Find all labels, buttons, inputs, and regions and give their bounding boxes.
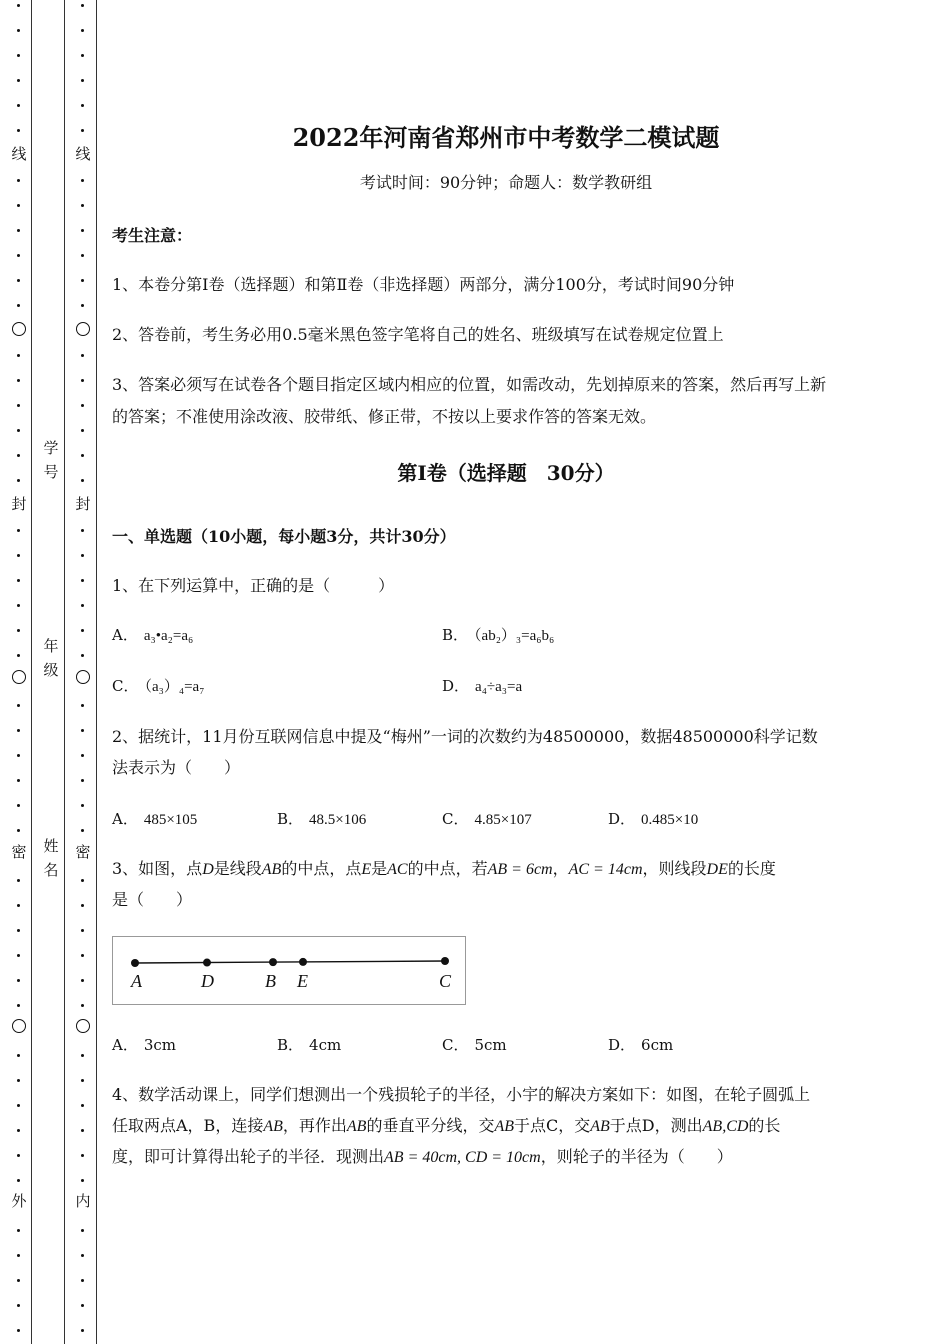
point-a-marker (131, 959, 139, 967)
q3-option-b[interactable]: B． 4cm (277, 1036, 342, 1054)
binding-dot (17, 304, 20, 307)
binding-dot (17, 629, 20, 632)
binding-dot (81, 604, 84, 607)
binding-dot (17, 1279, 20, 1282)
point-e-marker (299, 958, 307, 966)
binding-dot (17, 279, 20, 282)
binding-dot (81, 429, 84, 432)
binding-dot (17, 254, 20, 257)
binding-dot (17, 729, 20, 732)
binding-circle-icon (76, 322, 90, 336)
point-d-label: D (201, 971, 214, 991)
binding-dot (81, 979, 84, 982)
binding-dot (81, 304, 84, 307)
binding-dot (81, 879, 84, 882)
binding-dot (81, 579, 84, 582)
segment-diagram (113, 937, 465, 1004)
binding-dot (81, 1229, 84, 1232)
binding-dot (81, 379, 84, 382)
outer-binding-mark-2: 封 (8, 495, 30, 513)
binding-dot (17, 1254, 20, 1257)
binding-dot (81, 1129, 84, 1132)
binding-dot (17, 879, 20, 882)
binding-dot (81, 1179, 84, 1182)
binding-dot (81, 1254, 84, 1257)
binding-dot (17, 379, 20, 382)
binding-dot (17, 229, 20, 232)
binding-dot (81, 179, 84, 182)
binding-dot (17, 204, 20, 207)
point-c-marker (441, 957, 449, 965)
inner-binding-mark-2: 封 (72, 495, 94, 513)
outer-dotted-column (8, 0, 30, 1344)
notice-item-3: 3、答案必须写在试卷各个题目指定区域内相应的位置，如需改动，先划掉原来的答案，然后再写上新 (112, 375, 827, 394)
binding-dot (81, 404, 84, 407)
binding-dot (81, 1329, 84, 1332)
binding-dot (17, 29, 20, 32)
point-c-label: C (439, 971, 452, 991)
binding-dot (81, 754, 84, 757)
notice-heading: 考生注意： (112, 226, 193, 245)
notice-item-2: 2、答卷前，考生务必用0.5毫米黑色签字笔将自己的姓名、班级填写在试卷规定位置上 (112, 325, 724, 344)
binding-circle-icon (76, 1019, 90, 1033)
exam-info: 考试时间：90分钟；命题人：数学教研组 (359, 173, 653, 192)
binding-dot (81, 1104, 84, 1107)
binding-dot (17, 1079, 20, 1082)
question-2-stem-cont: 法表示为（ ） (112, 758, 241, 777)
binding-dot (17, 754, 20, 757)
binding-circle-icon (12, 670, 26, 684)
binding-dot (81, 229, 84, 232)
line-segment-figure (112, 936, 466, 1005)
binding-dot (17, 1229, 20, 1232)
binding-dot (81, 79, 84, 82)
binding-dot (81, 454, 84, 457)
question-4-stem-line3: 度，即可计算得出轮子的半径．现测出AB = 40cm, CD = 10cm，则轮子的半径为（ ） (112, 1147, 733, 1166)
outer-binding-mark-1: 线 (8, 145, 30, 163)
question-2-stem: 2、据统计，11月份互联网信息中提及“梅州”一词的次数约为48500000，数据48500000科学记数 (112, 727, 818, 746)
binding-line-inner (96, 0, 97, 1344)
grade-field-label: 年级 (43, 637, 59, 679)
binding-dot (81, 829, 84, 832)
inner-binding-mark-1: 线 (72, 145, 94, 163)
binding-margin (0, 0, 100, 1344)
binding-dot (17, 179, 20, 182)
binding-dot (81, 1054, 84, 1057)
q2-option-d[interactable]: D． 0.485×10 (608, 810, 699, 828)
binding-dot (17, 54, 20, 57)
binding-dot (81, 254, 84, 257)
page-title: 2022年河南省郑州市中考数学二模试题 (292, 123, 720, 152)
binding-dot (17, 804, 20, 807)
binding-dot (81, 479, 84, 482)
binding-dot (81, 279, 84, 282)
outer-binding-mark-3: 密 (8, 843, 30, 861)
binding-dot (17, 454, 20, 457)
binding-dot (17, 1179, 20, 1182)
binding-dot (17, 4, 20, 7)
binding-dot (17, 529, 20, 532)
q2-option-b[interactable]: B． 48.5×106 (277, 810, 367, 828)
binding-dot (81, 954, 84, 957)
binding-dot (81, 929, 84, 932)
binding-dot (17, 129, 20, 132)
question-4-stem: 4、数学活动课上，同学们想测出一个残损轮子的半径，小宇的解决方案如下：如图，在轮子圆弧上 (112, 1085, 811, 1104)
binding-dot (17, 904, 20, 907)
binding-dot (81, 1079, 84, 1082)
point-d-marker (203, 959, 211, 967)
binding-dot (81, 54, 84, 57)
binding-dot (81, 629, 84, 632)
binding-dot (81, 804, 84, 807)
question-4-stem-line2: 任取两点A，B，连接AB，再作出AB的垂直平分线，交AB于点C，交AB于点D，测出AB,CD的长 (112, 1116, 781, 1135)
part-heading: 一、单选题（10小题，每小题3分，共计30分） (112, 527, 456, 546)
binding-dot (81, 354, 84, 357)
binding-dot (17, 979, 20, 982)
binding-dot (17, 1054, 20, 1057)
binding-dot (81, 104, 84, 107)
point-b-label: B (265, 971, 276, 991)
notice-item-3-cont: 的答案；不准使用涂改液、胶带纸、修正带，不按以上要求作答的答案无效。 (112, 407, 657, 426)
binding-dot (17, 1004, 20, 1007)
binding-dot (17, 429, 20, 432)
binding-dot (17, 479, 20, 482)
binding-dot (81, 1304, 84, 1307)
q3-option-c[interactable]: C． 5cm (442, 1036, 507, 1054)
binding-dot (17, 104, 20, 107)
binding-dot (17, 704, 20, 707)
question-1-stem: 1、在下列运算中，正确的是（ ） (112, 576, 395, 595)
question-3-stem: 3、如图，点D是线段AB的中点，点E是AC的中点，若AB = 6cm，AC = 14cm，则线段DE的长度 (112, 859, 776, 878)
name-field-label: 姓名 (43, 837, 59, 879)
binding-dot (81, 4, 84, 7)
binding-dot (17, 1104, 20, 1107)
q1-option-d[interactable]: D． a₄÷a₃=a (442, 677, 523, 695)
binding-dot (17, 404, 20, 407)
binding-dot (81, 1279, 84, 1282)
binding-dot (17, 929, 20, 932)
binding-dot (17, 579, 20, 582)
inner-dotted-column (72, 0, 94, 1344)
question-3-stem-cont: 是（ ） (112, 890, 193, 909)
binding-dot (81, 729, 84, 732)
binding-dot (81, 654, 84, 657)
binding-dot (81, 554, 84, 557)
binding-dot (81, 704, 84, 707)
binding-dot (81, 1004, 84, 1007)
q2-option-c[interactable]: C． 4.85×107 (442, 810, 532, 828)
binding-dot (17, 654, 20, 657)
q3-option-d[interactable]: D． 6cm (608, 1036, 674, 1054)
binding-line-outer (31, 0, 32, 1344)
segment-line (135, 961, 445, 963)
point-b-marker (269, 958, 277, 966)
binding-dot (81, 1154, 84, 1157)
binding-dot (17, 1329, 20, 1332)
q1-option-a[interactable]: A． a₃•a₂=a₆ (112, 626, 194, 644)
outer-binding-mark-4: 外 (8, 1192, 30, 1210)
binding-dot (17, 1129, 20, 1132)
binding-circle-icon (76, 670, 90, 684)
binding-dot (81, 529, 84, 532)
binding-circle-icon (12, 1019, 26, 1033)
notice-item-1: 1、本卷分第I卷（选择题）和第Ⅱ卷（非选择题）两部分，满分100分，考试时间90分钟 (112, 275, 735, 294)
binding-dot (17, 354, 20, 357)
q2-option-a[interactable]: A． 485×105 (112, 810, 198, 828)
binding-dot (17, 829, 20, 832)
binding-dot (81, 129, 84, 132)
student-id-field-label: 学号 (43, 439, 59, 481)
binding-dot (81, 204, 84, 207)
binding-dot (17, 604, 20, 607)
binding-dot (81, 779, 84, 782)
q1-option-b[interactable]: B． （ab₂）₃=a₆b₆ (442, 626, 555, 644)
binding-line-middle (64, 0, 65, 1344)
inner-binding-mark-3: 密 (72, 843, 94, 861)
q3-option-a[interactable]: A． 3cm (112, 1036, 177, 1054)
binding-dot (17, 1304, 20, 1307)
binding-dot (17, 554, 20, 557)
point-a-label: A (131, 971, 142, 991)
binding-circle-icon (12, 322, 26, 336)
binding-dot (17, 954, 20, 957)
point-e-label: E (297, 971, 308, 991)
binding-dot (81, 29, 84, 32)
binding-dot (17, 1154, 20, 1157)
binding-dot (17, 79, 20, 82)
binding-dot (17, 779, 20, 782)
section-title: 第I卷（选择题 30分） (397, 461, 615, 485)
inner-binding-mark-4: 内 (72, 1192, 94, 1210)
binding-dot (81, 904, 84, 907)
q1-option-c[interactable]: C． （a₃）₄=a₇ (112, 677, 205, 695)
